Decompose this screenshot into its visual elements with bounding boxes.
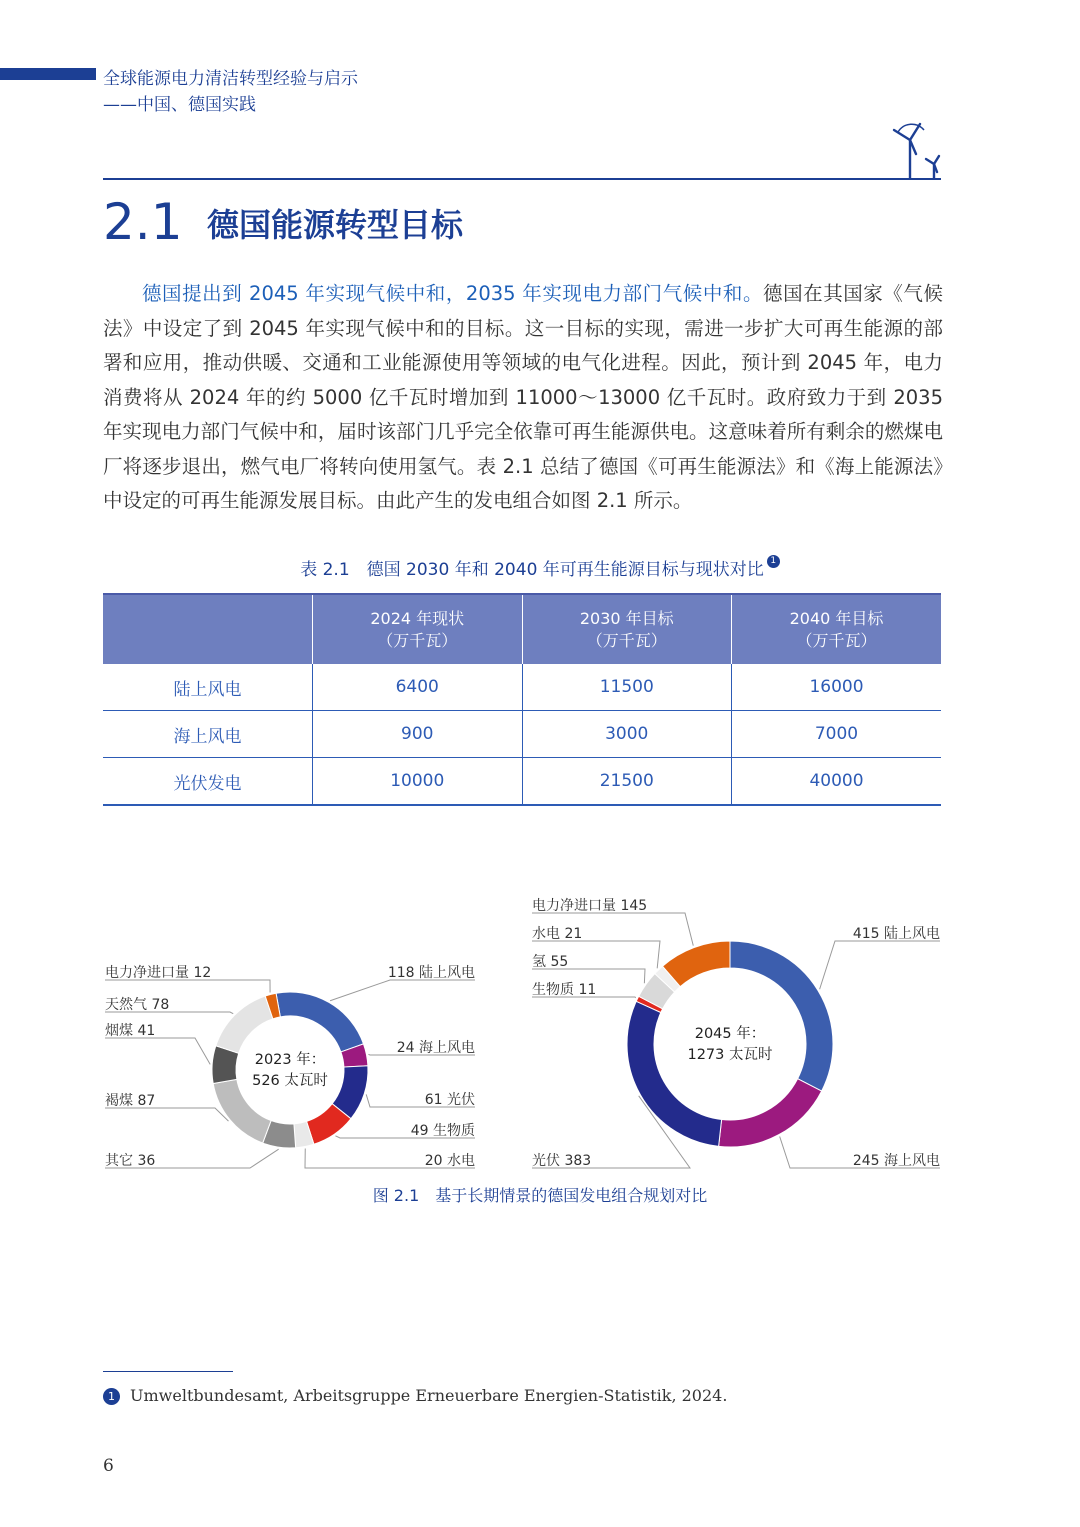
slice-label-other: 其它 36 xyxy=(105,1153,156,1169)
paragraph-text: 德国在其国家《气候法》中设定了到 2045 年实现气候中和的目标。这一目标的实现，需进一步扩大可再生能源的部署和应用，推动供暖、交通和工业能源使用等领域的电气化进程。因此，预计到 2045 年，电力消费将从 2024 年的约 5000 亿千瓦时增加到 11000～13000 亿千瓦时。政府致力于到 2035 年实现电力部门气候中和，届时该部门几乎完全依靠可再生能源供电。这意味着所有剩余的燃煤电厂将逐步退出，燃气电厂将转向使用氢气。表 2.1 总结了德国《可再生能源法》和《海上能源法》中设定的可再生能源发展目标。由此产生的发电组合如图 2.1 所示。 xyxy=(103,282,943,512)
footnote-text: Umweltbundesamt, Arbeitsgruppe Erneuerbare Energien-Statistik, 2024. xyxy=(130,1386,728,1405)
slice-label-offshore-wind: 245 海上风电 xyxy=(852,1153,940,1169)
leader-line xyxy=(105,980,270,993)
renewable-targets-table xyxy=(103,593,941,806)
table-header-cell xyxy=(313,594,523,664)
footnote-marker[interactable]: 1 xyxy=(767,555,780,568)
table-cell: 11500 xyxy=(522,664,732,711)
slice-label-solar: 光伏 383 xyxy=(532,1153,592,1169)
footnote-badge: 1 xyxy=(103,1388,120,1405)
donut-slice-natural-gas xyxy=(216,996,273,1053)
table-cell: 40000 xyxy=(732,758,942,806)
table-caption-text: 表 2.1 德国 2030 年和 2040 年可再生能源目标与现状对比 xyxy=(300,560,764,580)
footnote-rule xyxy=(103,1371,233,1372)
table-header-cell xyxy=(732,594,942,664)
donut-chart-2045 xyxy=(532,897,940,1169)
slice-label-net-import: 电力净进口量 12 xyxy=(105,965,212,981)
table-cell: 光伏发电 xyxy=(103,758,313,806)
donut-center-label: 2023 年： xyxy=(254,1052,326,1068)
header-label: 2030 年目标 xyxy=(579,608,674,628)
leader-line xyxy=(105,1038,210,1064)
slice-label-onshore-wind: 415 陆上风电 xyxy=(852,926,940,942)
slice-label-solar: 61 光伏 xyxy=(424,1092,475,1108)
header-unit: （万千瓦） xyxy=(377,630,458,650)
table-cell: 7000 xyxy=(732,711,942,758)
donut-center-label: 526 太瓦时 xyxy=(252,1073,328,1089)
running-header-title: 全球能源电力清洁转型经验与启示 xyxy=(103,69,358,89)
leader-line xyxy=(105,1108,228,1121)
table-cell: 21500 xyxy=(522,758,732,806)
table-row xyxy=(103,758,941,806)
donut-center-label: 1273 太瓦时 xyxy=(687,1047,773,1063)
header-label: 2040 年目标 xyxy=(789,608,884,628)
table-header-cell xyxy=(522,594,732,664)
table-header-row xyxy=(103,594,941,664)
slice-label-offshore-wind: 24 海上风电 xyxy=(396,1040,475,1056)
donut-slice-solar xyxy=(627,1001,722,1146)
slice-label-natural-gas: 天然气 78 xyxy=(105,997,170,1013)
donut-chart-2023 xyxy=(105,964,475,1169)
leader-line xyxy=(820,941,940,989)
wind-turbine-icon xyxy=(880,118,944,182)
slice-label-net-import: 电力净进口量 145 xyxy=(532,898,648,914)
page-number: 6 xyxy=(103,1456,114,1476)
table-cell: 6400 xyxy=(313,664,523,711)
table-cell: 3000 xyxy=(522,711,732,758)
leader-line xyxy=(330,980,475,1001)
donut-slice-onshore-wind xyxy=(730,941,833,1091)
slice-label-hydrogen: 氢 55 xyxy=(532,954,569,970)
table-cell: 16000 xyxy=(732,664,942,711)
slice-label-hydro: 20 水电 xyxy=(424,1153,475,1169)
header-unit: （万千瓦） xyxy=(586,630,667,650)
figure-caption: 图 2.1 基于长期情景的德国发电组合规划对比 xyxy=(372,1186,708,1205)
section-number: 2.1 xyxy=(103,193,183,251)
slice-label-hydro: 水电 21 xyxy=(532,926,583,942)
section-title: 德国能源转型目标 xyxy=(207,206,464,244)
paragraph-highlight: 德国提出到 2045 年实现气候中和，2035 年实现电力部门气候中和。 xyxy=(142,282,764,305)
slice-label-biomass: 生物质 11 xyxy=(532,982,597,998)
donut-slice-onshore-wind xyxy=(276,992,363,1052)
header-rule xyxy=(103,178,941,180)
table-cell: 10000 xyxy=(313,758,523,806)
slice-label-biomass: 49 生物质 xyxy=(410,1123,475,1139)
table-row xyxy=(103,711,941,758)
donut-center-label: 2045 年： xyxy=(694,1026,766,1042)
table-row xyxy=(103,664,941,711)
table-cell: 海上风电 xyxy=(103,711,313,758)
header-accent-bar xyxy=(0,68,96,80)
table-cell: 900 xyxy=(313,711,523,758)
slice-label-hard-coal: 烟煤 41 xyxy=(105,1023,156,1039)
donut-slice-offshore-wind xyxy=(719,1079,822,1147)
table-cell: 陆上风电 xyxy=(103,664,313,711)
slice-label-onshore-wind: 118 陆上风电 xyxy=(387,965,475,981)
generation-mix-charts xyxy=(0,880,1080,1180)
running-header-subtitle: ——中国、德国实践 xyxy=(103,95,256,115)
body-paragraph xyxy=(103,277,943,519)
header-unit: （万千瓦） xyxy=(796,630,877,650)
table-caption xyxy=(0,555,1080,580)
slice-label-lignite: 褐煤 87 xyxy=(105,1093,156,1109)
header-label: 2024 年现状 xyxy=(370,608,465,628)
table-header-cell xyxy=(103,594,313,664)
